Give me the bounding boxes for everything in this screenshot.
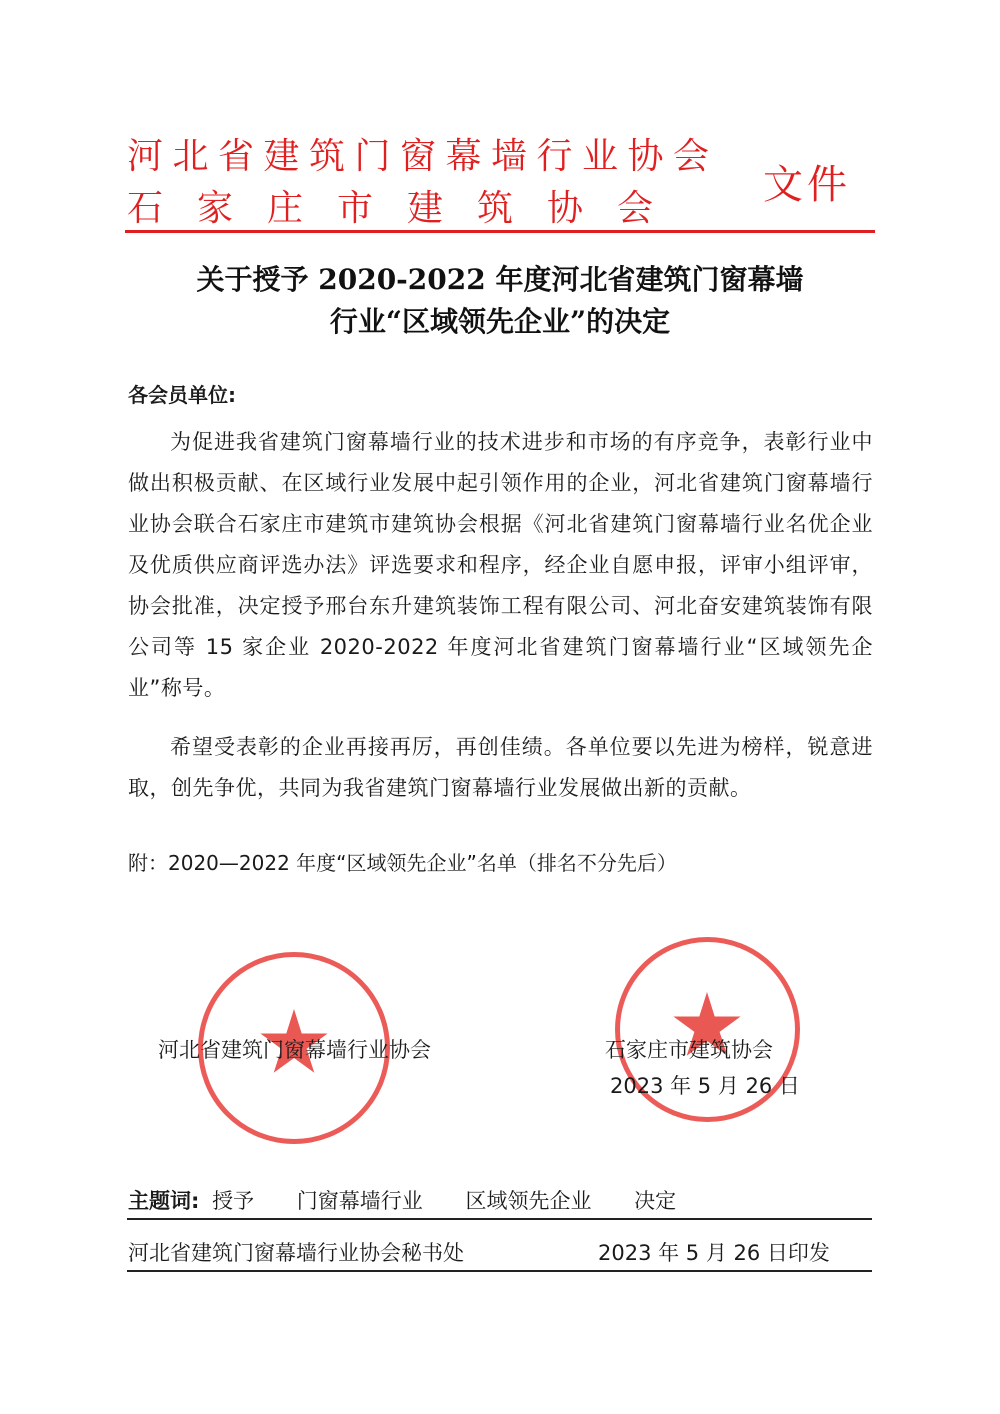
signature-org-1: 河北省建筑门窗幕墙行业协会 xyxy=(158,1038,431,1062)
keyword-item: 决定 xyxy=(634,1189,677,1213)
document-title-line-1: 关于授予 2020-2022 年度河北省建筑门窗幕墙 xyxy=(196,263,804,296)
header-doc-type: 文件 xyxy=(763,162,851,208)
header-red-rule xyxy=(125,230,875,233)
keywords-rule xyxy=(127,1218,872,1220)
keyword-item: 授予 xyxy=(212,1189,255,1213)
keywords-label: 主题词: xyxy=(128,1189,200,1213)
salutation: 各会员单位: xyxy=(128,383,236,407)
signature-date: 2023 年 5 月 26 日 xyxy=(610,1074,800,1098)
keywords-line xyxy=(128,1191,706,1211)
body-paragraph-1: 为促进我省建筑门窗幕墙行业的技术进步和市场的有序竞争，表彰行业中做出积极贡献、在区域行业发展中起引领作用的企业，河北省建筑门窗幕墙行业协会联合石家庄市建筑市建筑协会根据《河北省建筑门窗幕墙行业名优企业及优质供应商评选办法》评选要求和程序，经企业自愿申报，评审小组评审，协会批准，决定授予邢台东升建筑装饰工程有限公司、河北奋安建筑装饰有限公司等 15 家企业 2020-2022 年度河北省建筑门窗幕墙行业“区域领先企业”称号。 xyxy=(128,430,873,700)
keyword-item: 门窗幕墙行业 xyxy=(296,1189,423,1213)
issuer: 河北省建筑门窗幕墙行业协会秘书处 xyxy=(128,1241,464,1265)
header-org-1: 河北省建筑门窗幕墙行业协会 xyxy=(127,136,719,177)
footer-rule xyxy=(127,1270,872,1272)
header-org-2: 石家庄市建筑协会 xyxy=(127,188,688,229)
signature-org-2: 石家庄市建筑协会 xyxy=(605,1038,773,1062)
body-paragraph-2: 希望受表彰的企业再接再厉，再创佳绩。各单位要以先进为榜样，锐意进取，创先争优，共同为我省建筑门窗幕墙行业发展做出新的贡献。 xyxy=(128,735,873,800)
issue-date: 2023 年 5 月 26 日印发 xyxy=(598,1241,830,1265)
document-title-line-2: 行业“区域领先企业”的决定 xyxy=(329,305,671,338)
keyword-item: 区域领先企业 xyxy=(465,1189,592,1213)
attachment-note: 附：2020—2022 年度“区域领先企业”名单（排名不分先后） xyxy=(128,851,677,875)
